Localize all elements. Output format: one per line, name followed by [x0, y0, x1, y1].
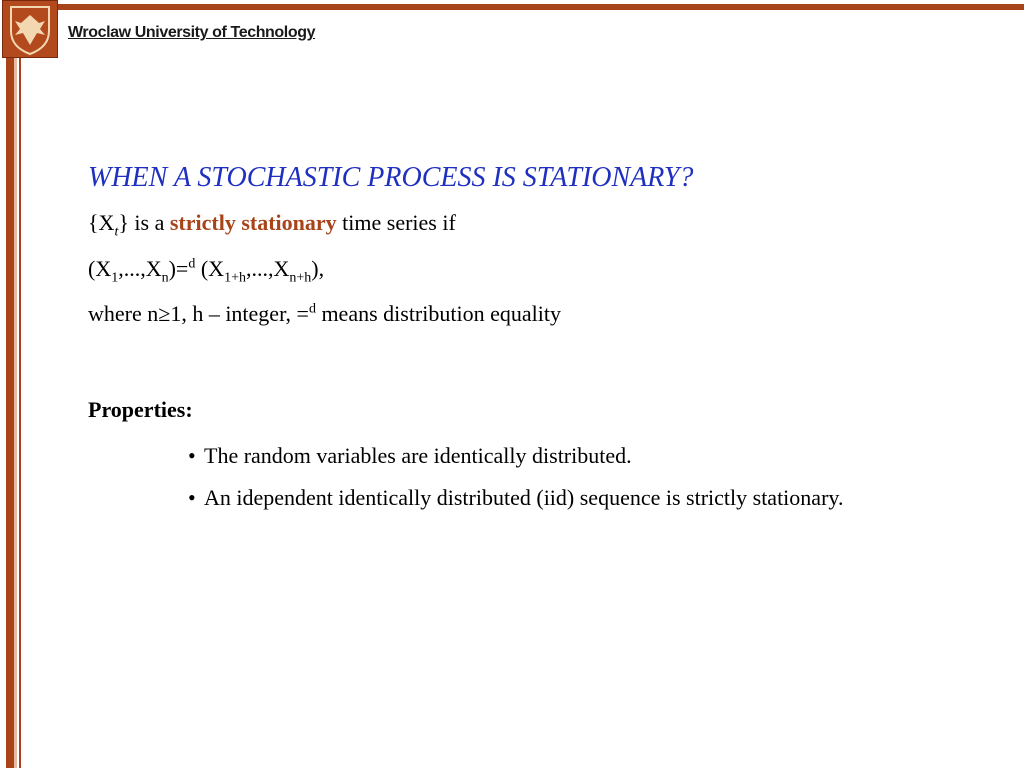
def-is-a: is a [128, 210, 170, 236]
bullet-text: An idependent identically distributed (iid) sequence is strictly stationary. [204, 485, 844, 511]
eq-sup-d: d [188, 256, 196, 272]
where-text: where n≥1, h – integer, = [88, 300, 309, 326]
eq-sub-n: n [161, 269, 169, 285]
where-tail: means distribution equality [315, 300, 561, 326]
definition-line [88, 210, 988, 241]
side-bar-thin [19, 58, 21, 768]
eq-mid2: )= [168, 255, 189, 281]
eq-close: ), [311, 255, 325, 281]
list-item [188, 484, 988, 513]
side-bar-stripe [14, 58, 17, 768]
slide-content [88, 160, 988, 527]
def-sub-t: t [114, 224, 119, 240]
eq-sub-1h: 1+h [224, 269, 246, 285]
bullet-icon: • [188, 442, 196, 468]
header-rule [58, 4, 1024, 10]
list-item [188, 442, 988, 471]
where-sup-d: d [308, 301, 316, 317]
properties-heading: Properties: [88, 397, 193, 423]
bullet-text: The random variables are identically distributed. [204, 442, 632, 468]
eq-open: (X [88, 255, 112, 281]
equation-line [88, 256, 988, 287]
bullet-icon: • [188, 485, 196, 511]
where-line [88, 301, 988, 327]
properties-list [88, 442, 988, 513]
eq-sub-nh: n+h [289, 269, 312, 285]
term-strictly-stationary: strictly stationary [169, 210, 337, 236]
def-open: {X [88, 210, 115, 236]
def-close: } [118, 210, 129, 236]
eq-mid1: ,...,X [118, 255, 162, 281]
eq-mid3: (X [195, 255, 225, 281]
eq-mid4: ,...,X [245, 255, 290, 281]
university-name: Wroclaw University of Technology [68, 24, 316, 41]
def-rest: time series if [336, 210, 456, 236]
eq-sub-1: 1 [111, 269, 119, 285]
slide-title: WHEN A STOCHASTIC PROCESS IS STATIONARY? [88, 162, 694, 193]
eagle-crest-icon [3, 1, 57, 57]
side-bar [6, 58, 14, 768]
university-logo [2, 0, 58, 58]
